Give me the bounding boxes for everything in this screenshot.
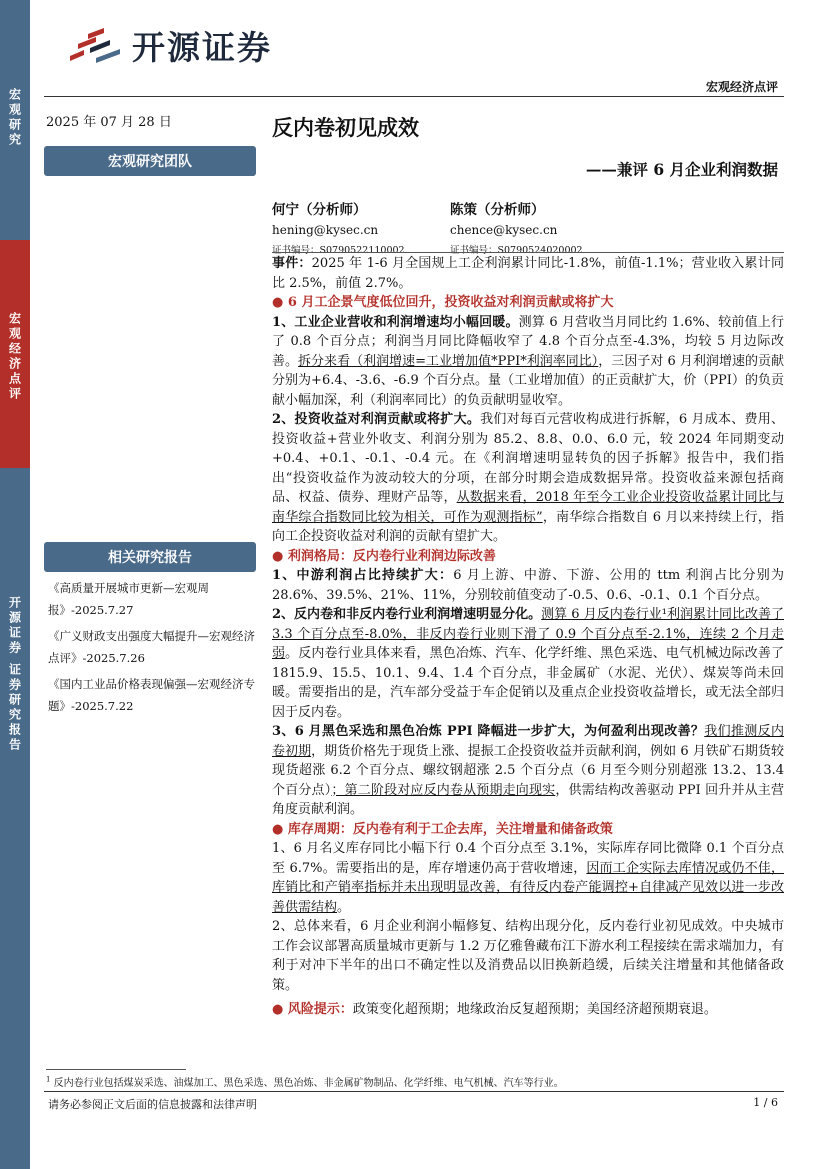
- related-report-item[interactable]: 《国内工业品价格表现偏强—宏观经济专题》-2025.7.22: [48, 677, 255, 713]
- analyst-divider: [272, 252, 784, 253]
- band-section-macro: [0, 0, 30, 240]
- left-side-band: [0, 0, 30, 1169]
- research-team-banner: 宏观研究团队: [44, 146, 256, 176]
- company-logo: [66, 22, 272, 69]
- risk-label: 风险提示：: [287, 1002, 353, 1017]
- bullet-icon: ●: [272, 548, 288, 564]
- bullet-icon: ●: [272, 295, 288, 310]
- band-label-company: 开源证券 证券研究报告: [7, 596, 22, 754]
- paragraph-text: 。: [337, 899, 351, 915]
- analyst-cert: 证书编号：S0790522110002: [272, 245, 405, 256]
- paragraph-text: 测算 6 月营收当月同比约 1.6%、较前值上行了 0.8 个百分点；利润当月同比降幅收窄了 4.8 个百分点至-4.3%，均较 5 月边际改善。: [272, 314, 784, 369]
- event-paragraph: [272, 254, 784, 293]
- underlined-text: 我们推测反内卷初期: [272, 724, 784, 759]
- related-reports-list: [48, 578, 256, 722]
- paragraph-lead: 1、工业企业营收和利润增速均小幅回暖。: [272, 314, 519, 330]
- footnote-mark: 1: [46, 1075, 51, 1084]
- risk-text: 政策变化超预期；地缘政治反复超预期；美国经济超预期衰退。: [352, 1002, 717, 1017]
- paragraph-text: ，期货价格先于现货上涨、提振工企投资收益并贡献利润，例如 6 月铁矿石期货较现货超涨 6.2 个百分点、螺纹钢超涨 2.5 个百分点（6 月至今则分别超涨 13.2、13.4 个百分点）: [272, 743, 784, 798]
- paragraph: [272, 410, 784, 547]
- paragraph-text: ，南华综合指数自 6 月以来持续上行，指向工企投资收益对利润的贡献有望扩大。: [272, 509, 784, 544]
- underlined-text: 测算 6 月反内卷行业¹利润累计同比改善了 3.3 个百分点至-8.0%，非反内卷行业则下滑了 0.9 个百分点至-2.1%，连续 2 个月走弱: [272, 607, 785, 661]
- logo-mark-icon: [66, 26, 126, 66]
- footnote-divider: [46, 1069, 186, 1070]
- paragraph-lead: 2、投资收益对利润贡献或将扩大。: [272, 412, 481, 427]
- footnote: [46, 1074, 564, 1089]
- document-type: 宏观经济点评: [705, 80, 778, 94]
- section-heading: [272, 293, 784, 313]
- bullet-icon: ●: [272, 1002, 288, 1017]
- paragraph: [272, 722, 784, 820]
- section-heading: [272, 820, 784, 840]
- analyst-name: 陈策（分析师）: [450, 202, 545, 218]
- section-heading-text: 库存周期：反内卷有利于工企去库，关注增量和储备政策: [287, 821, 613, 837]
- footer-disclaimer: 请务必参阅正文后面的信息披露和法律声明: [48, 1098, 257, 1111]
- underlined-text: 因而工企实际去库情况或仍不佳，库销比和产销率指标并未出现明显改善，有待反内卷产能调控+自律减产见效以进一步改善供需结构: [272, 860, 784, 915]
- paragraph-text: 。反内卷行业具体来看，黑色冶炼、汽车、化学纤维、黑色采选、电气机械边际改善了 1815.9、15.5、10.1、9.4、1.4 个百分点，非金属矿（水泥、光伏）、煤炭等尚未回暖。需要指出的是，汽车部分受益于车企促销以及重点企业投资收益增长，或无法全部归因于反内卷。: [272, 646, 784, 720]
- analyst-email[interactable]: hening@kysec.cn: [272, 223, 379, 237]
- analyst-email[interactable]: chence@kysec.cn: [450, 223, 558, 237]
- paragraph-text: 我们对每百元营收构成进行拆解，6 月成本、费用、投资收益+营业外收支、利润分别为 85.2、8.8、0.0、6.0 元，较 2024 年同期变动+0.4、+0.1、-0.1、-0.4 元。在《利润增速明显转负的因子拆解》报告中，我们指出“投资收益作为波动较大的分项，在部分时期会造成数据异常。投资收益来源包括商品、权益、债券、理财产品等，: [272, 412, 785, 505]
- underlined-text: 从数据来看，2018 年至今工业企业投资收益累计同比与南华综合指数同比较为相关，可作为观测指标”: [272, 490, 784, 525]
- analyst-card: [272, 198, 472, 256]
- paragraph: 2、总体来看，6 月企业利润小幅修复、结构出现分化，反内卷行业初见成效。中央城市工作会议部署高质量城市更新与 1.2 万亿雅鲁藏布江下游水利工程接续在需求端加力，有利于对冲下半年的出口不确定性以及消费品以旧换新趋缓，后续关注增量和其他储备政策。: [272, 919, 784, 993]
- event-text: 2025 年 1-6 月全国规上工企利润累计同比-1.8%，前值-1.1%；营业收入累计同比 2.5%，前值 2.7%。: [272, 256, 784, 291]
- footnote-text: 反内卷行业包括煤炭采选、油煤加工、黑色采选、黑色冶炼、非金属矿物制品、化学纤维、电气机械、汽车等行业。: [53, 1078, 564, 1089]
- page-number: 1 / 6: [753, 1096, 778, 1109]
- paragraph: [272, 566, 784, 605]
- bullet-icon: ●: [272, 821, 288, 837]
- related-report-item[interactable]: 《高质量开展城市更新—宏观周报》-2025.7.27: [48, 581, 209, 617]
- related-report-item[interactable]: 《广义财政支出强度大幅提升—宏观经济点评》-2025.7.26: [48, 629, 255, 665]
- paragraph-text: 6 月上游、中游、下游、公用的 ttm 利润占比分别为 28.6%、39.5%、21%、11%，分别较前值变动了-0.5、0.6、-0.1、0.1 个百分点。: [272, 568, 784, 603]
- paragraph-lead: 1、中游利润占比持续扩大：: [272, 568, 454, 583]
- related-reports-banner: 相关研究报告: [44, 542, 256, 572]
- section-heading-text: 利润格局：反内卷行业利润边际改善: [287, 548, 496, 564]
- event-label: 事件：: [272, 256, 312, 271]
- analyst-name: 何宁（分析师）: [272, 202, 367, 218]
- paragraph-lead: 3、6 月黑色采选和黑色冶炼 PPI 降幅进一步扩大，为何盈利出现改善？: [272, 724, 705, 739]
- report-title: 反内卷初见成效: [272, 116, 419, 140]
- paragraph-text: 1、6 月名义库存同比小幅下行 0.4 个百分点至 3.1%，实际库存同比微降 0.1 个百分点至 6.7%。需要指出的是，库存增速仍高于营收增速，: [272, 841, 784, 876]
- band-label-commentary: 宏观经济点评: [7, 312, 22, 402]
- header-divider: [44, 96, 784, 97]
- paragraph: [272, 605, 784, 722]
- report-date: 2025 年 07 月 28 日: [46, 115, 172, 130]
- paragraph: [272, 839, 784, 917]
- paragraph-lead: 2、反内卷和非反内卷行业利润增速明显分化。: [272, 607, 542, 622]
- analyst-block: [272, 198, 784, 256]
- paragraph-text: ，三因子对 6 月利润增速的贡献分别为+6.4、-3.6、-6.9 个百分点。量（工业增加值）的正贡献扩大，价（PPI）的负贡献小幅加深，利（利润率同比）的负贡献明显收窄。: [272, 353, 784, 408]
- underlined-text: ；第二阶段对应反内卷从预期走向现实: [331, 782, 556, 798]
- band-section-company: [0, 468, 30, 1169]
- band-section-commentary: [0, 240, 30, 468]
- paragraph-text: ，供需结构改善驱动 PPI 回升并从主营角度贡献利润。: [272, 782, 784, 817]
- section-heading-text: 6 月工企景气度低位回升，投资收益对利润贡献或将扩大: [287, 295, 614, 310]
- band-label-macro: 宏观研究: [7, 88, 22, 148]
- analyst-cert: 证书编号：S0790524020002: [450, 245, 583, 256]
- section-heading: [272, 547, 784, 567]
- paragraph: [272, 313, 784, 411]
- analyst-card: [450, 198, 650, 256]
- risk-paragraph: [272, 1000, 784, 1020]
- report-body: [272, 254, 784, 1020]
- logo-text: 开源证券: [132, 28, 272, 67]
- footer-divider: [44, 1091, 784, 1092]
- report-subtitle: ——兼评 6 月企业利润数据: [585, 160, 778, 179]
- underlined-text: 拆分来看（利润增速=工业增加值*PPI*利润率同比）: [298, 353, 599, 369]
